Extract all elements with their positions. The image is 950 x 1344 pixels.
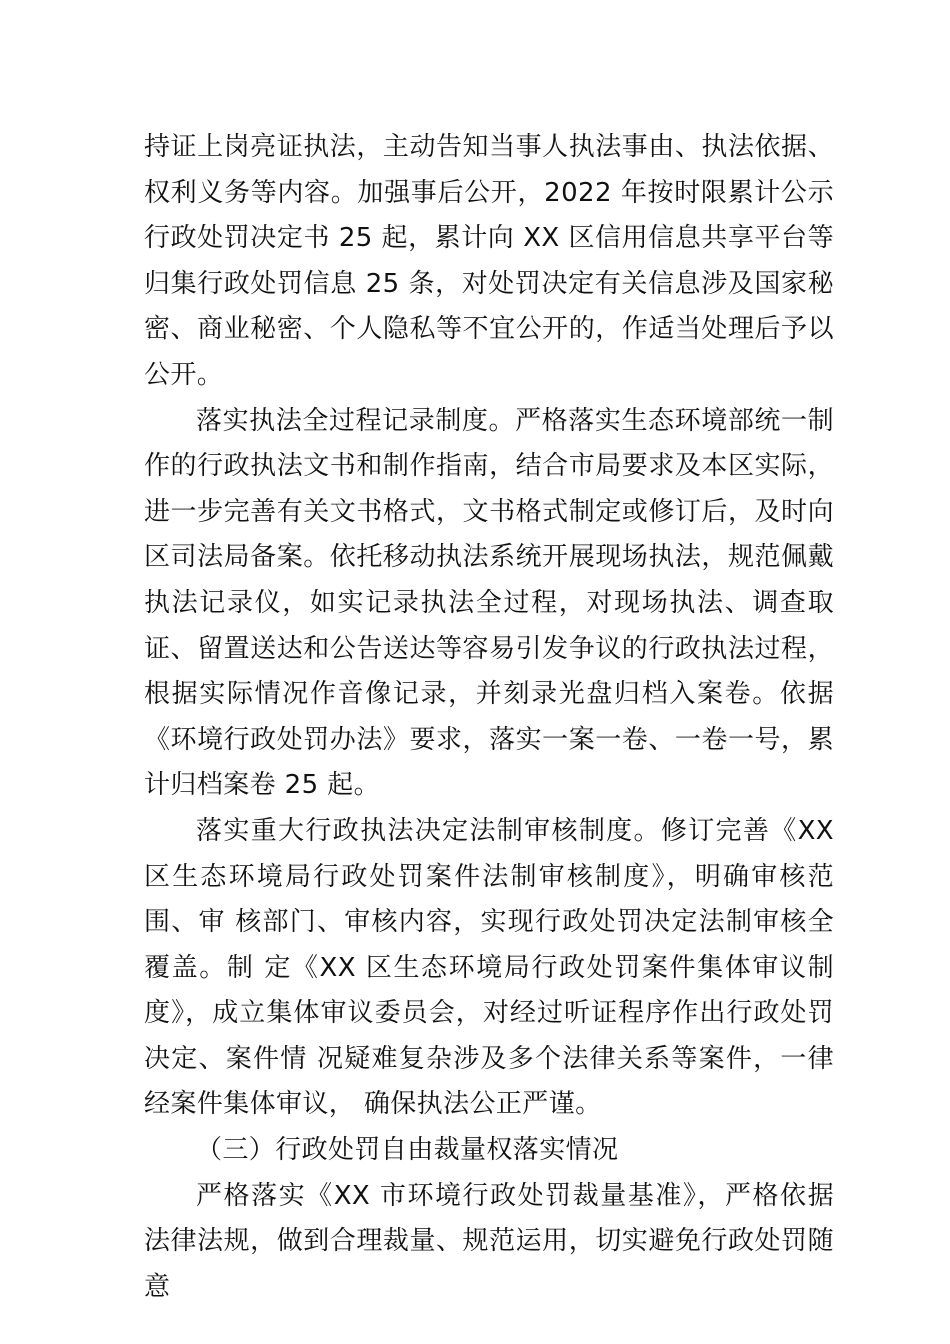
document-body [144, 125, 834, 1310]
paragraph-continuation: 持证上岗亮证执法，主动告知当事人执法事由、执法依据、 权利义务等内容。加强事后公开，2022 年按时限累计公示行政处罚决定书 25 起，累计向 XX 区信用信息共享平台等归集行政处罚信息 25 条，对处罚决定有关信息涉及国家秘密、商业秘密、个人隐私等不宜公开的，作适当处理后予以公开。 [144, 132, 834, 390]
paragraph-legal-review: 落实重大行政执法决定法制审核制度。修订完善《XX 区生态环境局行政处罚案件法制审核制度》，明确审核范围、审 核部门、审核内容，实现行政处罚决定法制审核全覆盖。制 定《XX 区生态环境局行政处罚案件集体审议制度》，成立集体审议委员会，对经过听证程序作出行政处罚决定、案件情 况疑难复杂涉及多个法律关系等案件，一律经案件集体审议， 确保执法公正严谨。 [144, 815, 834, 1120]
paragraph-record-system: 落实执法全过程记录制度。严格落实生态环境部统一制作的行政执法文书和制作指南，结合市局要求及本区实际， 进一步完善有关文书格式，文书格式制定或修订后，及时向区司法局备案。依托移动执法系统开展现场执法，规范佩戴执法记录仪，如实记录执法全过程，对现场执法、调查取证、留置送达和公告送达等容易引发争议的行政执法过程，根据实际情况作音像记录，并刻录光盘归档入案卷。依据《环境行政处罚办法》要求，落实一案一卷、一卷一号，累计归档案卷 25 起。 [144, 405, 834, 801]
paragraph-discretion: 严格落实《XX 市环境行政处罚裁量基准》，严格依据法律法规，做到合理裁量、规范运用，切实避免行政处罚随意 [144, 1180, 834, 1302]
section-heading: （三）行政处罚自由裁量权落实情况 [196, 1135, 619, 1166]
